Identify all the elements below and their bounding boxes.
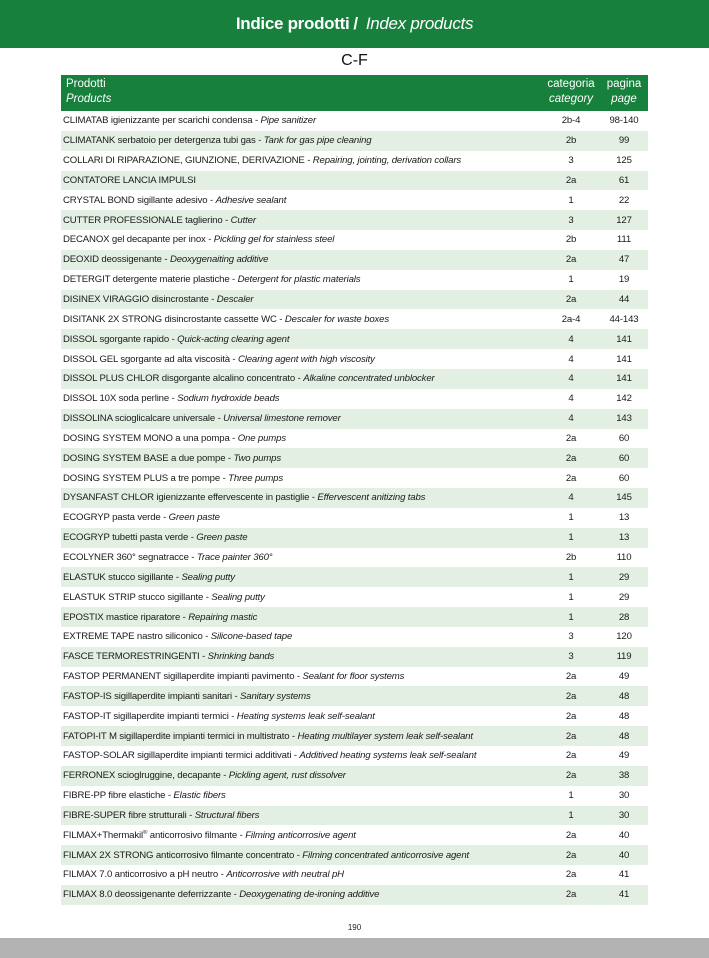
table-row [61,309,648,329]
product-name-it: DISITANK 2X STRONG disincrostante cassette WC [63,313,277,325]
product-name-it: EXTREME TAPE nastro siliconico [63,631,203,643]
name-separator: - [215,413,224,425]
product-name-cell [61,770,542,781]
category-cell: 1 [568,591,574,603]
category-cell: 4 [568,373,574,385]
product-name-it: ELASTUK STRIP stucco sigillante [63,591,204,603]
category-cell: 2a [565,829,577,841]
product-name-en: Sealant for floor systems [302,671,405,683]
page-cell: 40 [618,849,630,861]
table-row [61,131,648,151]
product-name-cell [61,572,542,583]
table-row [61,885,648,905]
category-cell: 2a [565,770,577,782]
product-name-en: Pipe sanitizer [260,115,317,127]
product-name-it: FILMAX 8.0 deossigenante deferrizzante [63,889,232,901]
product-name-cell [61,314,542,325]
page-cell: 30 [618,790,630,802]
header-title-en: Index products [365,14,474,33]
product-name-cell [61,691,542,702]
table-row [61,647,648,667]
product-name-cell [61,651,542,662]
name-separator: - [169,393,178,405]
product-name-en: Sealing putty [181,571,235,583]
name-separator: - [237,829,246,841]
product-name-en: Additived heating systems leak self-sealant [299,750,477,762]
product-name-it: DOSING SYSTEM BASE a due pompe [63,452,226,464]
page-number: 190 [347,923,362,932]
page-cell: 13 [618,512,630,524]
table-row [61,865,648,885]
name-separator: - [186,809,195,821]
product-name-en: Deoxygenating de-ironing additive [239,889,380,901]
category-cell: 2b [565,234,577,246]
name-separator: - [161,254,170,266]
name-separator: - [229,274,238,286]
product-name-en: Green paste [196,532,248,544]
product-name-en: Three pumps [228,472,284,484]
category-cell: 1 [568,611,574,623]
table-row [61,270,648,290]
name-separator: - [304,155,313,167]
category-cell: 2a [565,730,577,742]
product-name-it: ELASTUK stucco sigillante [63,571,174,583]
table-row [61,171,648,191]
page-cell: 47 [618,254,630,266]
product-name-cell [61,453,542,464]
page-cell: 48 [618,710,630,722]
product-name-en: Adhesive sealant [215,194,287,206]
table-row [61,488,648,508]
product-name-it: ECOGRYP tubetti pasta verde [63,532,189,544]
table-row [61,548,648,568]
name-separator: - [231,690,241,702]
product-name-cell [61,195,542,206]
table-row [61,825,648,845]
page-cell: 41 [618,889,630,901]
product-name-en: Clearing agent with high viscosity [237,353,375,365]
product-name-it: FILMAX 7.0 anticorrosivo a pH neutro [63,869,219,881]
name-separator: - [188,551,197,563]
table-row [61,806,648,826]
page-cell: 22 [618,194,630,206]
page-cell: 19 [618,274,630,286]
product-name-cell [61,552,542,563]
product-name-cell [61,334,542,345]
product-name-en: Descaler [216,294,254,306]
product-name-en: Detergent for plastic materials [237,274,361,286]
product-name-cell [61,373,542,384]
category-cell: 2b [565,551,577,563]
product-name-it: FILMAX+Thermakil [63,829,143,841]
name-separator: - [289,730,298,742]
product-name-cell [61,354,542,365]
table-row [61,409,648,429]
table-row [61,210,648,230]
table-row [61,746,648,766]
header-title-it: Indice prodotti [235,14,350,33]
name-separator: - [208,294,217,306]
product-name-en: Universal limestone remover [223,413,341,425]
page-cell: 49 [618,671,630,683]
category-cell: 4 [568,413,574,425]
column-header-category [542,75,600,111]
page-cell: 60 [618,472,630,484]
category-cell: 2a-4 [561,313,581,325]
page-cell: 119 [616,651,632,663]
product-name-en: Filming anticorrosive agent [245,829,356,841]
table-row [61,686,648,706]
table-row [61,151,648,171]
name-separator: - [188,532,197,544]
product-name-en: Filming concentrated anticorrosive agent [302,849,470,861]
product-name-it: DOSING SYSTEM MONO a una pompa [63,432,230,444]
product-name-cell [61,869,542,880]
name-separator: - [218,869,227,881]
table-row [61,587,648,607]
product-name-cell [61,750,542,761]
table-row [61,468,648,488]
column-header-page-it: pagina [606,78,642,90]
page-cell: 141 [616,353,632,365]
category-cell: 2a [565,710,577,722]
product-name-cell [61,274,542,285]
table-row [61,567,648,587]
product-name-cell [61,155,542,166]
product-name-en: Shrinking bands [207,651,275,663]
product-name-it: DEOXID deossigenante [63,254,162,266]
product-name-cell [61,711,542,722]
product-name-it: COLLARI DI RIPARAZIONE, GIUNZIONE, DERIVAZIONE [63,155,305,167]
product-name-en: Alkaline concentrated unblocker [303,373,435,385]
page-cell: 143 [616,413,632,425]
table-row [61,349,648,369]
page-cell: 99 [618,135,630,147]
product-name-it: FASTOP-SOLAR sigillaperdite impianti termici additivati [63,750,292,762]
name-separator: - [295,373,304,385]
page-cell: 29 [618,591,630,603]
column-header-page [600,75,648,111]
product-name-cell [61,631,542,642]
registered-mark: ® [142,829,148,836]
name-separator: - [199,651,208,663]
product-name-cell [61,254,542,265]
product-name-it: FILMAX 2X STRONG anticorrosivo filmante concentrato [63,849,295,861]
product-name-it: DISSOL 10X soda perline [63,393,170,405]
category-cell: 2a [565,869,577,881]
table-row [61,706,648,726]
table-row [61,845,648,865]
product-name-it: FIBRE-PP fibre elastiche [63,790,166,802]
category-cell: 2a [565,432,577,444]
product-name-cell [61,731,542,742]
name-separator: - [205,234,214,246]
category-cell: 1 [568,809,574,821]
page-cell: 40 [618,829,630,841]
page-cell: 127 [616,214,632,226]
product-name-cell [61,850,542,861]
product-name-en: Green paste [168,512,220,524]
page-cell: 145 [616,492,632,504]
name-separator: - [229,353,238,365]
category-cell: 1 [568,532,574,544]
category-cell: 2a [565,452,577,464]
table-row [61,607,648,627]
category-cell: 2a [565,690,577,702]
page-cell: 28 [618,611,630,623]
product-name-cell [61,115,542,126]
product-name-en: Sealing putty [211,591,265,603]
name-separator: - [294,671,303,683]
product-name-en: Silicone-based tape [210,631,293,643]
page-cell: 142 [616,393,632,405]
product-name-it: EPOSTIX mastice riparatore [63,611,181,623]
product-name-it: FASCE TERMORESTRINGENTI [63,651,200,663]
category-cell: 1 [568,571,574,583]
category-cell: 2a [565,671,577,683]
product-name-en: Structural fibers [194,809,260,821]
page-cell: 61 [618,174,630,186]
page-cell: 30 [618,809,630,821]
product-name-en: Pickling gel for stainless steel [213,234,335,246]
column-header-category-it: categoria [547,78,595,90]
product-name-en: Cutter [230,214,256,226]
category-cell: 1 [568,194,574,206]
table-row [61,389,648,409]
product-name-it: FERRONEX scioglruggine, decapante [63,770,221,782]
product-name-en: Sanitary systems [240,690,311,702]
product-name-en: Elastic fibers [173,790,226,802]
table-row [61,250,648,270]
name-separator: - [228,710,237,722]
name-separator: - [291,750,300,762]
table-row [61,329,648,349]
column-header-page-en: page [611,93,637,105]
section-heading: C-F [341,52,368,69]
name-separator: - [220,770,229,782]
product-name-it: CLIMATAB igienizzante per scarichi condensa [63,115,253,127]
page-header-banner [0,0,709,48]
product-name-it-rest: anticorrosivo filmante [147,829,238,841]
product-name-it: DISSOL sgorgante rapido [63,333,170,345]
table-row [61,190,648,210]
table-row [61,726,648,746]
page-cell: 60 [618,452,630,464]
name-separator: - [294,849,303,861]
page-cell: 60 [618,432,630,444]
product-name-en: Heating systems leak self-sealant [236,710,375,722]
page-cell: 141 [616,333,632,345]
table-row [61,766,648,786]
product-name-cell [61,810,542,821]
table-row [61,369,648,389]
product-name-en: Deoxygenaiting additive [169,254,269,266]
product-name-cell [61,393,542,404]
name-separator: - [220,472,229,484]
page-cell: 49 [618,750,630,762]
category-cell: 2a [565,254,577,266]
product-name-it: DISINEX VIRAGGIO disincrostante [63,294,209,306]
product-name-cell [61,492,542,503]
product-name-en: One pumps [237,432,286,444]
page-cell: 13 [618,532,630,544]
product-name-cell [61,612,542,623]
column-header-category-en: category [548,93,594,105]
table-row [61,528,648,548]
product-name-cell [61,790,542,801]
name-separator: - [173,571,182,583]
product-name-cell [61,175,542,186]
table-row [61,508,648,528]
category-cell: 2b [565,135,577,147]
product-name-cell [61,473,542,484]
product-name-en: Descaler for waste boxes [284,313,389,325]
category-cell: 2a [565,174,577,186]
category-cell: 1 [568,512,574,524]
category-cell: 3 [568,651,574,663]
product-name-it: CLIMATANK serbatoio per detergenza tubi gas [63,135,256,147]
product-name-it: ECOGRYP pasta verde [63,512,161,524]
product-name-cell [61,889,542,900]
page-cell: 48 [618,690,630,702]
category-cell: 4 [568,333,574,345]
category-cell: 2a [565,472,577,484]
product-name-cell [61,215,542,226]
category-cell: 3 [568,214,574,226]
product-name-cell [61,413,542,424]
category-cell: 1 [568,790,574,802]
product-name-it: ECOLYNER 360° segnatracce [63,551,189,563]
name-separator: - [207,194,216,206]
product-name-en: Sodium hydroxide beads [177,393,280,405]
name-separator: - [180,611,189,623]
name-separator: - [255,135,264,147]
product-name-it: DECANOX gel decapante per inox [63,234,206,246]
table-row [61,290,648,310]
product-name-cell [61,671,542,682]
name-separator: - [309,492,318,504]
category-cell: 3 [568,155,574,167]
product-name-cell [61,830,542,841]
name-separator: - [222,214,231,226]
product-index-table [61,75,648,905]
category-cell: 1 [568,274,574,286]
page-cell: 41 [618,869,630,881]
table-header [61,75,648,111]
product-name-it: DISSOL GEL sgorgante ad alta viscosità [63,353,230,365]
table-row [61,111,648,131]
page-cell: 48 [618,730,630,742]
category-cell: 4 [568,393,574,405]
category-cell: 4 [568,353,574,365]
product-name-cell [61,294,542,305]
table-body [61,111,648,905]
name-separator: - [165,790,174,802]
name-separator: - [160,512,169,524]
product-name-it: FASTOP-IS sigillaperdite impianti sanitari [63,690,232,702]
page-cell: 44-143 [609,313,639,325]
name-separator: - [203,591,212,603]
page-cell: 98-140 [609,115,639,127]
product-name-en: Tank for gas pipe cleaning [263,135,372,147]
product-name-it: FASTOP PERMANENT sigillaperdite impianti pavimento [63,671,295,683]
product-name-it: DOSING SYSTEM PLUS a tre pompe [63,472,221,484]
name-separator: - [169,333,178,345]
category-cell: 2a [565,294,577,306]
category-cell: 2a [565,750,577,762]
column-header-products [61,75,542,111]
product-name-cell [61,433,542,444]
category-cell: 4 [568,492,574,504]
product-name-it: CONTATORE LANCIA IMPULSI [63,174,196,186]
name-separator: - [231,889,240,901]
product-name-cell [61,532,542,543]
name-separator: - [202,631,211,643]
product-name-cell [61,135,542,146]
name-separator: - [225,452,234,464]
product-name-en: Trace painter 360° [196,551,273,563]
product-name-it: CRYSTAL BOND sigillante adesivo [63,194,208,206]
page-cell: 141 [616,373,632,385]
product-name-it: DISSOL PLUS CHLOR disgorgante alcalino concentrato [63,373,296,385]
product-name-en: Repairing mastic [188,611,258,623]
product-name-en: Anticorrosive with neutral pH [226,869,344,881]
column-header-products-en: Products [66,93,112,105]
page-cell: 110 [616,551,632,563]
table-row [61,429,648,449]
table-row [61,786,648,806]
header-separator: / [353,14,358,33]
product-name-en: Repairing, jointing, derivation collars [312,155,462,167]
page-cell: 38 [618,770,630,782]
table-row [61,448,648,468]
product-name-cell [61,512,542,523]
table-row [61,627,648,647]
table-row [61,230,648,250]
product-name-en: Pickling agent, rust dissolver [228,770,346,782]
product-name-en: Quick-acting clearing agent [177,333,290,345]
product-name-it: DISSOLINA scioglicalcare universale [63,413,216,425]
column-header-products-it: Prodotti [66,78,106,90]
product-name-it: FIBRE-SUPER fibre strutturali [63,809,187,821]
table-row [61,667,648,687]
bottom-bar [0,938,709,958]
category-cell: 2a [565,889,577,901]
page-cell: 120 [616,631,632,643]
product-name-it: FATOPI-IT M sigillaperdite impianti termici in multistrato [63,730,290,742]
name-separator: - [252,115,261,127]
page-cell: 111 [616,234,632,246]
category-cell: 3 [568,631,574,643]
page-cell: 125 [616,155,632,167]
product-name-it: DETERGIT detergente materie plastiche [63,274,230,286]
category-cell: 2b-4 [561,115,581,127]
page-cell: 44 [618,294,630,306]
product-name-cell [61,234,542,245]
product-name-it: CUTTER PROFESSIONALE taglierino [63,214,223,226]
product-name-it: FASTOP-IT sigillaperdite impianti termici [63,710,229,722]
product-name-en: Two pumps [233,452,282,464]
product-name-en: Effervescent anitizing tabs [317,492,426,504]
name-separator: - [229,432,238,444]
name-separator: - [276,313,285,325]
product-name-it: DYSANFAST CHLOR igienizzante effervescente in pastiglie [63,492,310,504]
product-name-cell [61,592,542,603]
page-cell: 29 [618,571,630,583]
category-cell: 2a [565,849,577,861]
product-name-en: Heating multilayer system leak self-sealant [297,730,473,742]
